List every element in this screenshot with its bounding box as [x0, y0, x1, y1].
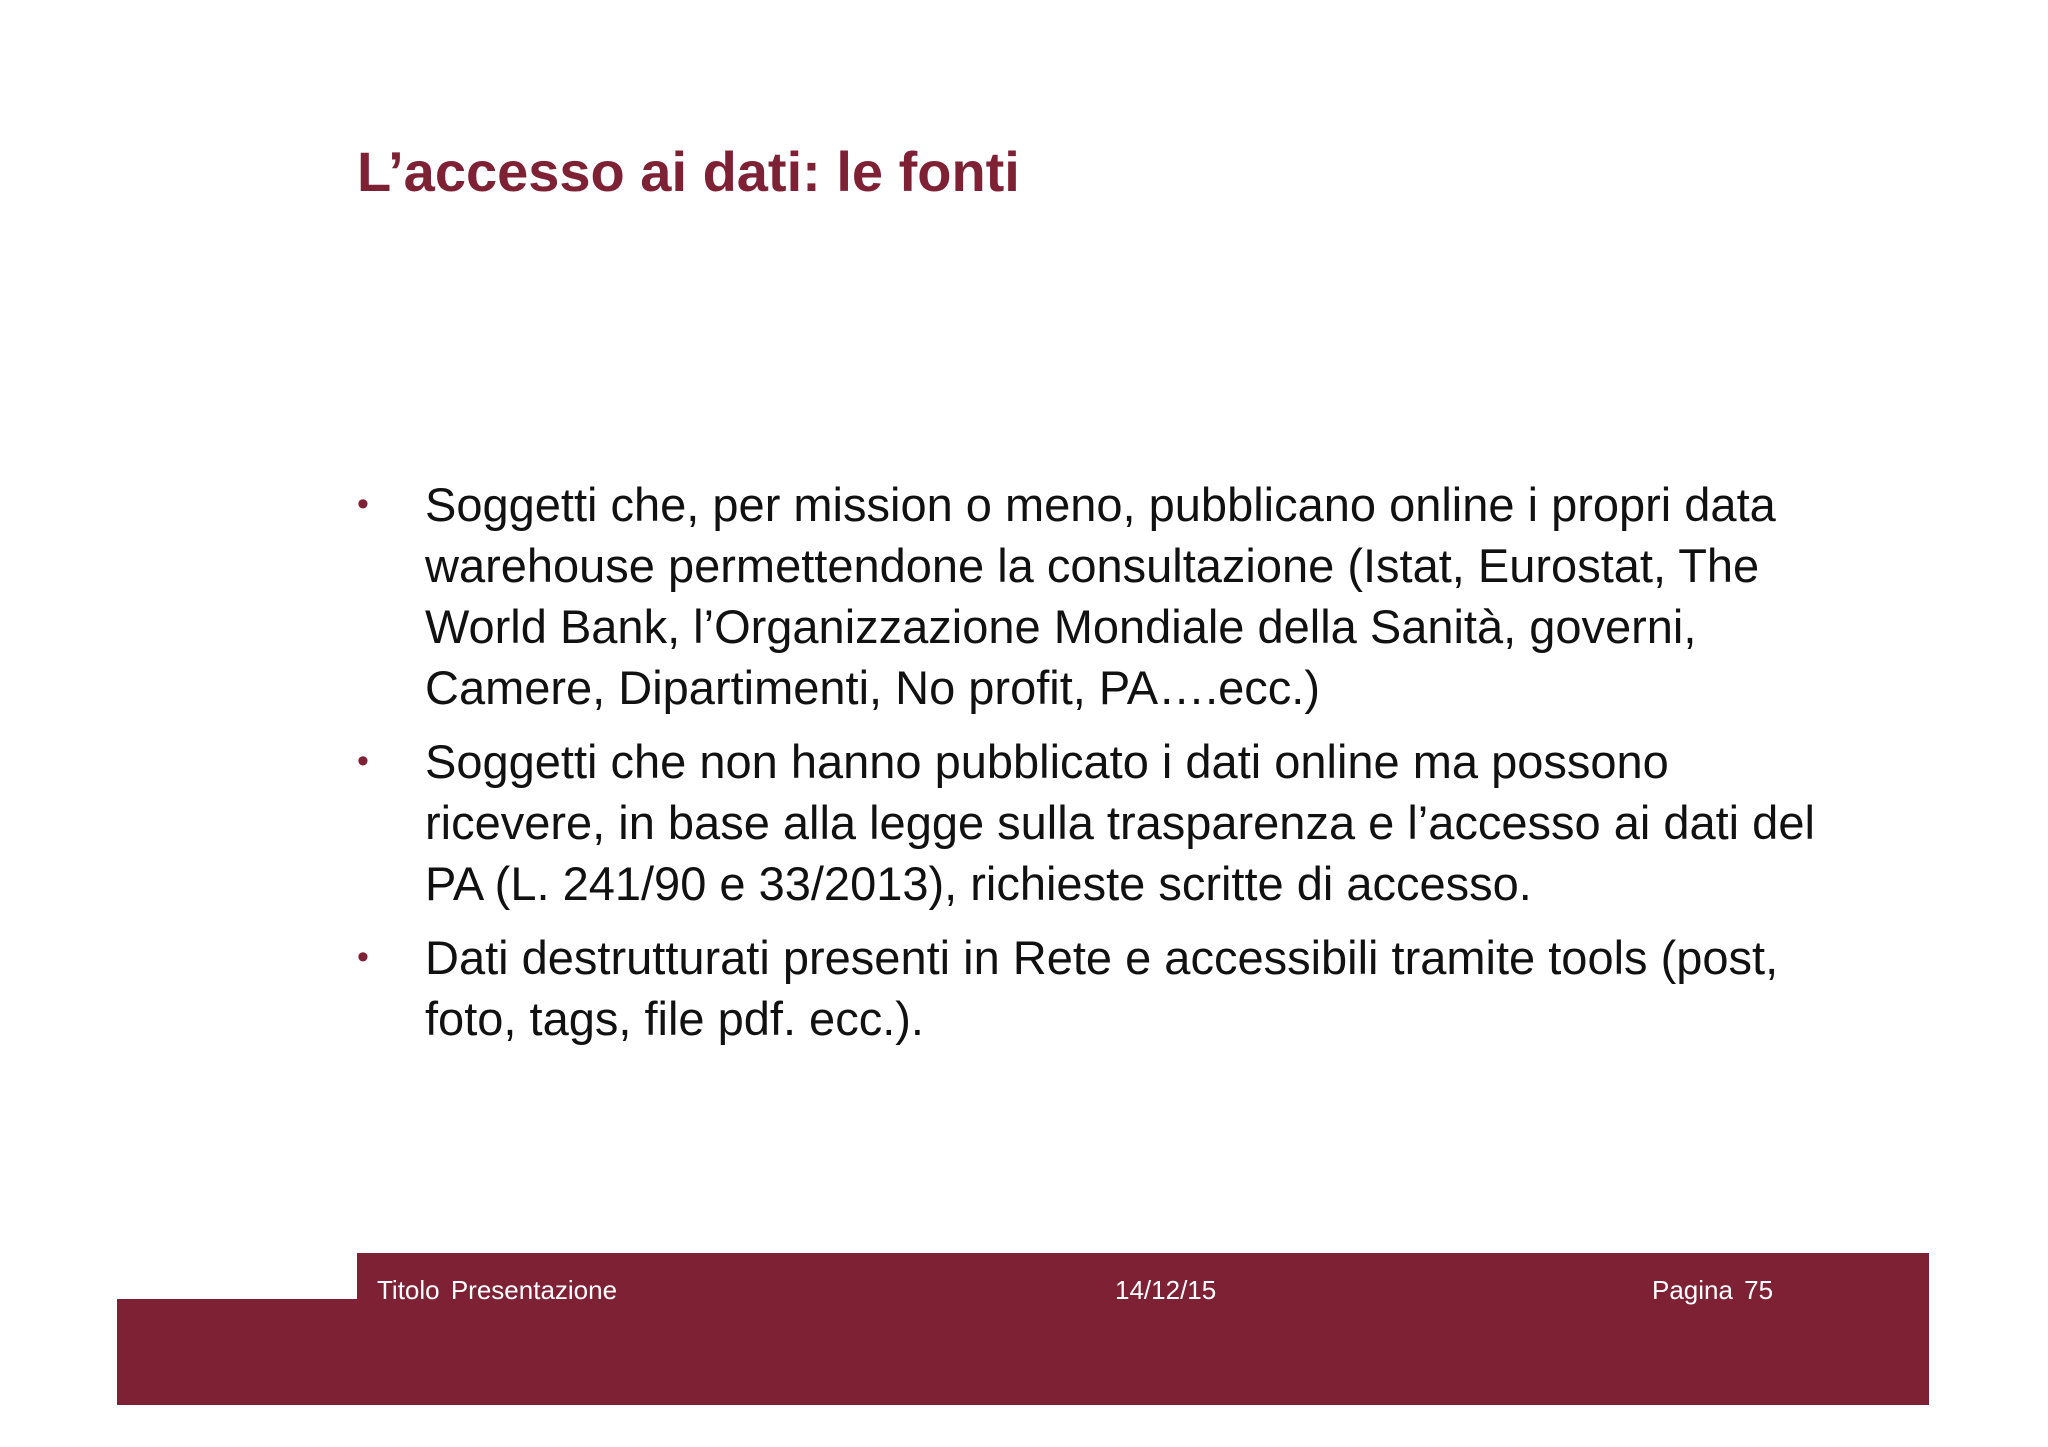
footer-presentation-title: Titolo Presentazione — [377, 1275, 618, 1305]
slide-title: L’accesso ai dati: le fonti — [357, 140, 1020, 203]
bullet-icon: • — [357, 938, 369, 976]
bullet-text: Soggetti che, per mission o meno, pubblicano online i propri data warehouse permettendone la consultazione (Istat, Eurostat, The World Bank, l’Organizzazione Mondiale della Sanità, governi, Camere, Dipartimenti, No profit, PA….ecc.) — [425, 478, 1776, 714]
bullet-text: Dati destrutturati presenti in Rete e accessibili tramite tools (post, foto, tags, file pdf. ecc.). — [425, 931, 1779, 1045]
bullet-icon: • — [357, 485, 369, 523]
bullet-icon: • — [357, 742, 369, 780]
bullet-list — [357, 474, 1837, 1062]
footer-band — [117, 1299, 1929, 1405]
footer-date: 14/12/15 — [1115, 1275, 1217, 1305]
bullet-text: Soggetti che non hanno pubblicato i dati online ma possono ricevere, in base alla legge sulla trasparenza e l’accesso ai dati del PA (L. 241/90 e 33/2013), richieste scritte di accesso. — [425, 735, 1815, 910]
bullet-item-unstructured-data — [357, 927, 1837, 1049]
footer-page-number: Pagina 75 — [1652, 1275, 1774, 1305]
bullet-item-access-requests — [357, 731, 1837, 914]
bullet-item-sources-online — [357, 474, 1837, 718]
